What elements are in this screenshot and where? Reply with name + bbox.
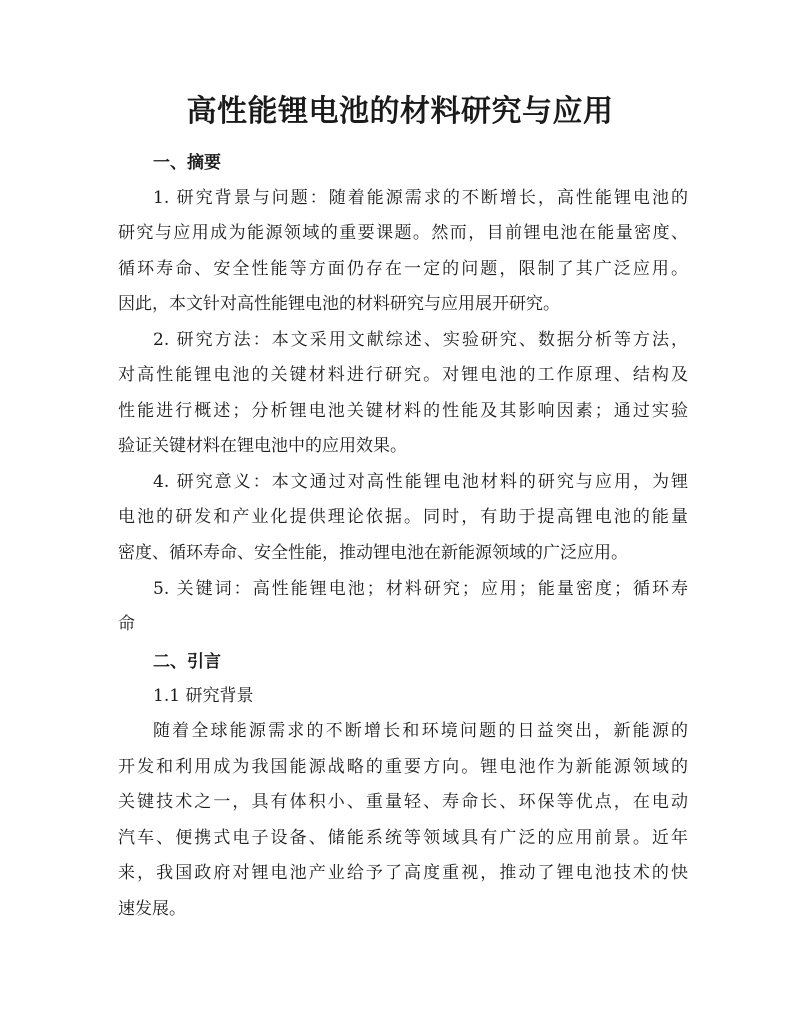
paragraph-line: 电池的研发和产业化提供理论依据。同时，有助于提高锂电池的能量 bbox=[118, 507, 688, 527]
page-title: 高性能锂电池的材料研究与应用 bbox=[186, 94, 614, 129]
section-subheading: 1.1 研究背景 bbox=[153, 686, 254, 706]
paragraph-line: 2. 研究方法：本文采用文献综述、实验研究、数据分析等方法， bbox=[153, 330, 688, 350]
paragraph-line: 性能进行概述；分析锂电池关键材料的性能及其影响因素；通过实验 bbox=[118, 401, 688, 421]
paragraph-line: 密度、循环寿命、安全性能，推动锂电池在新能源领域的广泛应用。 bbox=[118, 543, 628, 563]
introduction-heading: 二、引言 bbox=[153, 652, 221, 672]
paragraph-line: 对高性能锂电池的关键材料进行研究。对锂电池的工作原理、结构及 bbox=[118, 365, 688, 385]
paragraph-line: 速发展。 bbox=[118, 899, 186, 919]
paragraph-line: 验证关键材料在锂电池中的应用效果。 bbox=[118, 436, 407, 456]
paragraph-line: 汽车、便携式电子设备、储能系统等领域具有广泛的应用前景。近年 bbox=[118, 828, 688, 848]
paragraph-line: 研究与应用成为能源领域的重要课题。然而，目前锂电池在能量密度、 bbox=[118, 223, 688, 243]
paragraph-line: 来，我国政府对锂电池产业给予了高度重视，推动了锂电池技术的快 bbox=[118, 863, 688, 883]
paragraph-line: 开发和利用成为我国能源战略的重要方向。锂电池作为新能源领域的 bbox=[118, 757, 688, 777]
paragraph-line: 5. 关键词：高性能锂电池；材料研究；应用；能量密度；循环寿 bbox=[153, 579, 688, 599]
paragraph-line: 命 bbox=[118, 614, 135, 634]
paragraph-line: 1. 研究背景与问题：随着能源需求的不断增长，高性能锂电池的 bbox=[153, 188, 688, 208]
abstract-heading: 一、摘要 bbox=[153, 153, 221, 173]
paragraph-line: 循环寿命、安全性能等方面仍存在一定的问题，限制了其广泛应用。 bbox=[118, 259, 688, 279]
paragraph-line: 随着全球能源需求的不断增长和环境问题的日益突出，新能源的 bbox=[153, 721, 688, 741]
paragraph-line: 因此，本文针对高性能锂电池的材料研究与应用展开研究。 bbox=[118, 294, 560, 314]
paragraph-line: 关键技术之一，具有体积小、重量轻、寿命长、环保等优点，在电动 bbox=[118, 792, 688, 812]
paragraph-line: 4. 研究意义：本文通过对高性能锂电池材料的研究与应用，为锂 bbox=[153, 472, 688, 492]
